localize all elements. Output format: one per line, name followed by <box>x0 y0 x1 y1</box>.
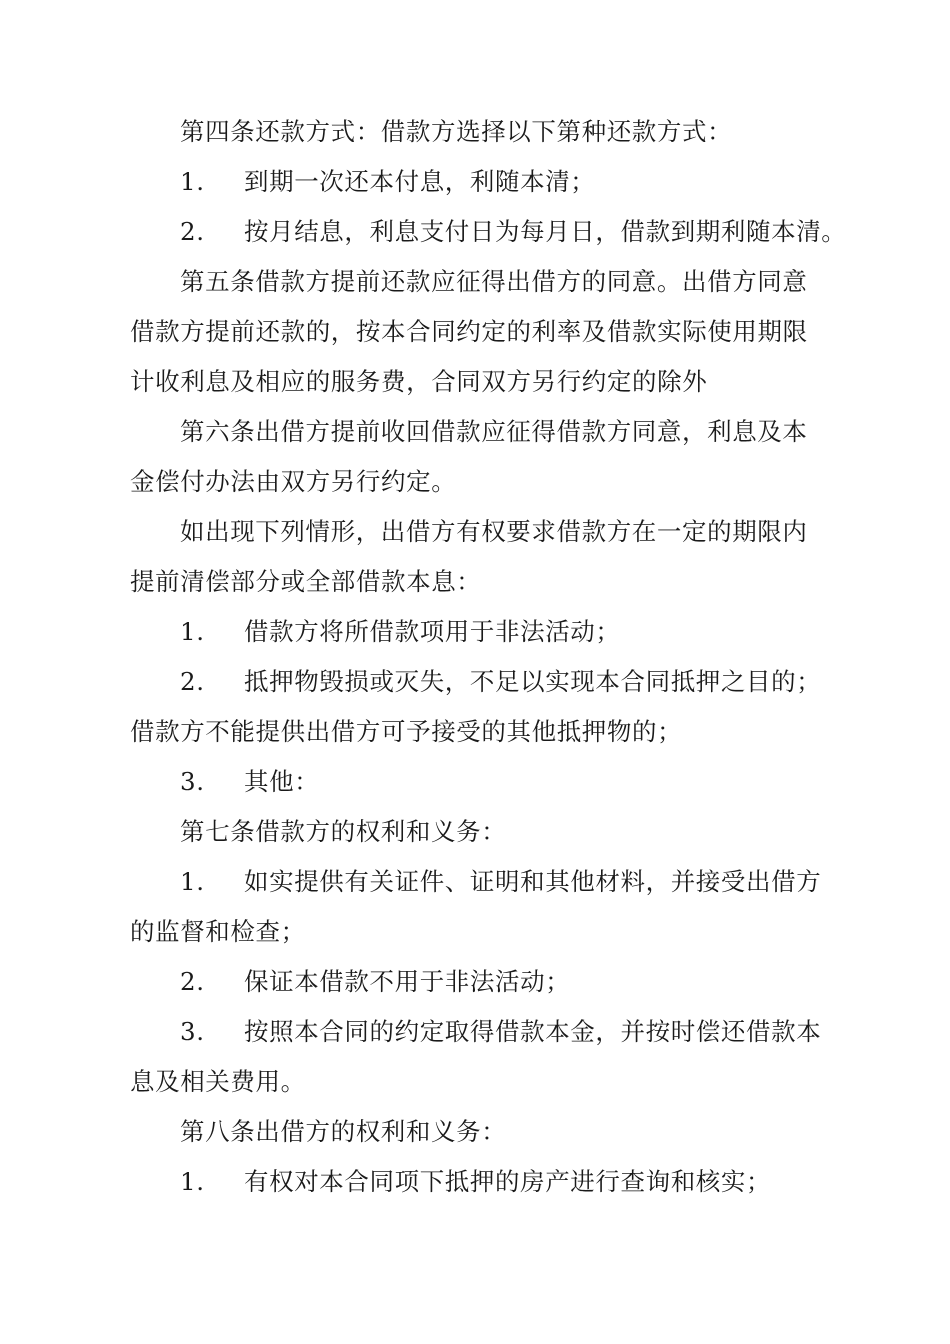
list-item-text: 如实提供有关证件、证明和其他材料，并接受出借方 <box>244 867 822 896</box>
text-line: 计收利息及相应的服务费，合同双方另行约定的除外 <box>130 367 708 396</box>
list-item-number: 1. <box>180 617 205 646</box>
text-line: 提前清偿部分或全部借款本息： <box>130 567 482 596</box>
list-item-text: 其他： <box>244 767 320 796</box>
text-line: 息及相关费用。 <box>130 1067 306 1096</box>
text-line: 第六条出借方提前收回借款应征得借款方同意，利息及本 <box>180 417 808 446</box>
text-line: 第五条借款方提前还款应征得出借方的同意。出借方同意 <box>180 267 808 296</box>
text-line: 第七条借款方的权利和义务： <box>180 817 507 846</box>
text-line: 金偿付办法由双方另行约定。 <box>130 467 457 496</box>
text-line: 借款方提前还款的，按本合同约定的利率及借款实际使用期限 <box>130 317 808 346</box>
list-item-number: 2. <box>180 667 205 696</box>
text-line: 借款方不能提供出借方可予接受的其他抵押物的； <box>130 717 683 746</box>
list-item-text: 按月结息，利息支付日为每月日，借款到期利随本清。 <box>244 217 847 246</box>
list-item-number: 1. <box>180 1167 205 1196</box>
list-item-number: 3. <box>180 1017 205 1046</box>
text-line: 第八条出借方的权利和义务： <box>180 1117 507 1146</box>
list-item-text: 保证本借款不用于非法活动； <box>244 967 571 996</box>
list-item-number: 3. <box>180 767 205 796</box>
list-item-text: 有权对本合同项下抵押的房产进行查询和核实； <box>244 1167 772 1196</box>
text-line: 的监督和检查； <box>130 917 306 946</box>
list-item-number: 2. <box>180 967 205 996</box>
list-item-text: 抵押物毁损或灭失，不足以实现本合同抵押之目的； <box>244 667 822 696</box>
list-item-text: 借款方将所借款项用于非法活动； <box>244 617 621 646</box>
text-line: 第四条还款方式：借款方选择以下第种还款方式： <box>180 117 733 146</box>
list-item-number: 1. <box>180 167 205 196</box>
list-item-text: 到期一次还本付息，利随本清； <box>244 167 596 196</box>
list-item-number: 1. <box>180 867 205 896</box>
text-line: 如出现下列情形，出借方有权要求借款方在一定的期限内 <box>180 517 808 546</box>
list-item-text: 按照本合同的约定取得借款本金，并按时偿还借款本 <box>244 1017 822 1046</box>
list-item-number: 2. <box>180 217 205 246</box>
